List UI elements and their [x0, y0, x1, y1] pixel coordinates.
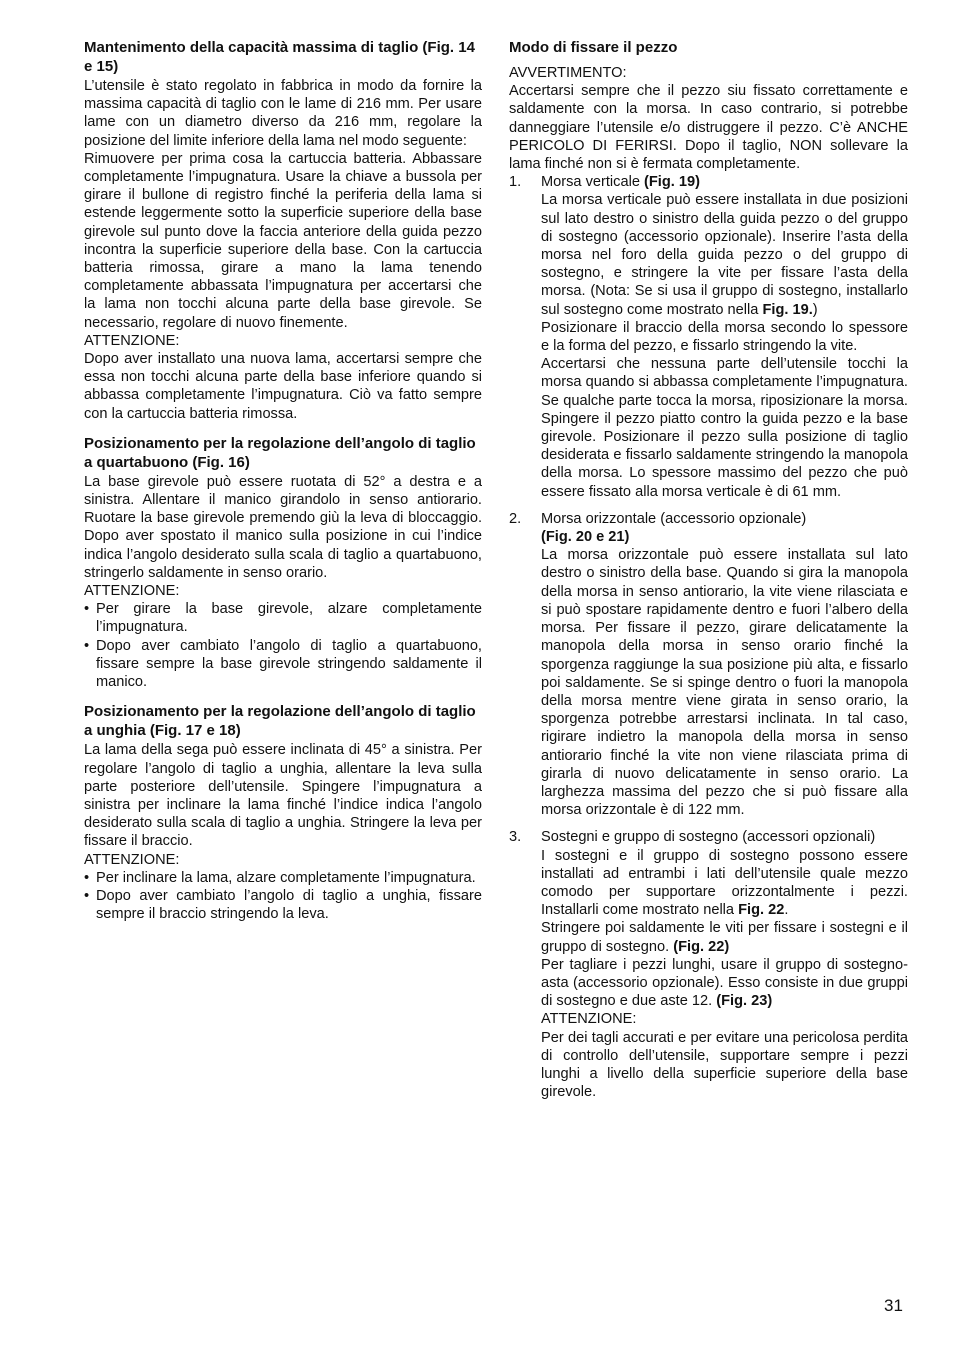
- paragraph: Rimuovere per prima cosa la cartuccia batteria. Abbassare completamente l’impugnatura. Usare la chiave a bussola per girare il bullone di registro finché la periferia della lama si estende leggermente sotto la superficie superiore della base girevole sul punto dove la faccia anteriore della guida pezzo incontra la superficie superiore della base. Con la cartuccia batteria rimossa, girare a mano la lama tenendo completamente abbassata l’impugnatura per accertarsi che la lama non tocchi alcuna parte della base girevole. Se necessario, regolare di nuovo finemente.: [84, 150, 482, 331]
- item-title: Morsa verticale (Fig. 19): [541, 174, 700, 191]
- paragraph: Accertarsi che nessuna parte dell’utensile tocchi la morsa quando si abbassa completamente l’impugnatura. Se qualche parte tocca la morsa, riposizionare la morsa. Spingere il pezzo piatto contro la guida pezzo e la base girevole. Posizionare il pezzo sulla posizione di taglio desiderata e fissarlo saldamente stringendo la manopola della morsa. Lo spessore massimo del pezzo che può essere fissato alla morsa verticale è di 61 mm.: [541, 356, 908, 500]
- list-item: • Per inclinare la lama, alzare completamente l’impugnatura.: [84, 869, 482, 887]
- item-number: 2.: [509, 510, 522, 527]
- list-item: • Per girare la base girevole, alzare completamente l’impugnatura.: [84, 600, 482, 636]
- figure-ref: Fig. 22: [738, 902, 785, 919]
- figure-ref: (Fig. 19): [644, 174, 700, 191]
- numbered-list: [509, 173, 908, 1101]
- paragraph: La lama della sega può essere inclinata di 45° a sinistra. Per regolare l’angolo di taglio a unghia, allentare la leva sulla parte posteriore dell’utensile. Spingere l’impugnatura a sinistra per inclinare la lama finché l’indice indica l’angolo desiderato sulla scala di taglio a unghia. Stringere la leva per fissare il braccio.: [84, 742, 482, 850]
- section-heading: Posizionamento per la regolazione dell’angolo di taglio a quartabuono (Fig. 16): [84, 434, 476, 471]
- caution-text: Per dei tagli accurati e per evitare una pericolosa perdita di controllo dell’utensile, supportare sempre i pezzi lunghi a livello della superficie superiore della base girevole.: [541, 1029, 908, 1101]
- caution-list: [84, 869, 482, 924]
- section-bevel-angle: [84, 702, 482, 923]
- paragraph: L’utensile è stato regolato in fabbrica in modo da fornire la massima capacità di taglio con le lame di 216 mm. Per usare lame con un diametro diverso da 216 mm, regolare la posizione del limite inferiore della lama nel modo seguente:: [84, 78, 482, 149]
- item-number: 3.: [509, 829, 522, 846]
- paragraph: La morsa verticale può essere installata in due posizioni sul lato destro o sinistro della guida pezzo o del gruppo di sostegno (accessorio opzionale). Inserire l’asta della morsa nel foro della guida pezzo o del gruppo di sostegno, e stringere la vite per fissare l’asta della morsa. (Nota: Se si usa il gruppo di sostegno, installarlo sul sostegno come mostrato nella Fig. 19.): [541, 192, 908, 318]
- page-number: 31: [884, 1296, 903, 1315]
- figure-ref: (Fig. 20 e 21): [541, 529, 630, 546]
- paragraph: La morsa orizzontale può essere installata sul lato destro o sinistro della base. Quando si gira la manopola della morsa in senso antiorario, la vite viene rilasciata e si può spostare rapidamente dentro e fuori l’albero della morsa. Per fissare il pezzo, girare delicatamente la manopola della morsa in senso orario finché la sporgenza raggiunge la sua posizione più alta, e fissarlo poi saldamente. Se si spinge dentro o fuori la manopola della morsa mentre viene girata in senso orario, la sporgenza potrebbe arrestarsi inclinata. In tal caso, rigirare indietro la manopola della morsa in senso antiorario finché la vite non viene rilasciata prima di girarla di nuovo delicatamente in senso orario. La larghezza massima del pezzo che si può fissare alla morsa orizzontale è di 122 mm.: [541, 547, 908, 819]
- section-heading: Posizionamento per la regolazione dell’angolo di taglio a unghia (Fig. 17 e 18): [84, 703, 476, 740]
- paragraph: Stringere poi saldamente le viti per fissare i sostegni e il gruppo di sostegno. (Fig. 22): [541, 920, 908, 955]
- section-max-cutting-capacity: [84, 38, 482, 423]
- list-item-holders: [509, 828, 908, 1101]
- caution-label: ATTENZIONE:: [541, 1011, 637, 1028]
- section-heading: Mantenimento della capacità massima di taglio (Fig. 14 e 15): [84, 39, 475, 75]
- figure-ref: (Fig. 22): [673, 938, 730, 955]
- right-column: [509, 38, 908, 1101]
- section-heading: Modo di fissare il pezzo: [509, 39, 678, 56]
- section-miter-angle: [84, 434, 482, 691]
- caution-label: ATTENZIONE:: [84, 851, 180, 868]
- list-item: • Dopo aver cambiato l’angolo di taglio a quartabuono, fissare sempre la base girevole stringendo saldamente il manico.: [84, 637, 482, 692]
- warning-label: AVVERTIMENTO:: [509, 65, 627, 81]
- warning-text: Accertarsi sempre che il pezzo siu fissato correttamente e saldamente con la morsa. In caso contrario, si potrebbe danneggiare l’utensile e/o distruggere il pezzo. C’è ANCHE PERICOLO DI FERIRSI. Dopo il taglio, NON sollevare la lama finché non si è fermata completamente.: [509, 83, 908, 173]
- paragraph: Posizionare il braccio della morsa secondo lo spessore e la forma del pezzo, e fissarlo stringendo la vite.: [541, 319, 908, 355]
- figure-ref: (Fig. 23): [716, 993, 773, 1010]
- list-item: • Dopo aver cambiato l’angolo di taglio a unghia, fissare sempre il braccio stringendo la leva.: [84, 887, 482, 923]
- paragraph: Per tagliare i pezzi lunghi, usare il gruppo di sostegno-asta (accessorio opzionale). Esso consiste in due gruppi di sostegno e due aste 12. (Fig. 23): [541, 956, 908, 1010]
- item-number: 1.: [509, 174, 522, 191]
- caution-label: ATTENZIONE:: [84, 583, 180, 600]
- caution-label: ATTENZIONE:: [84, 332, 180, 349]
- list-item-horizontal-vise: [509, 510, 908, 819]
- item-title: Sostegni e gruppo di sostegno (accessori opzionali): [541, 829, 876, 846]
- list-item-vertical-vise: [509, 173, 908, 501]
- paragraph: La base girevole può essere ruotata di 52° a destra e a sinistra. Allentare il manico girandolo in senso antiorario. Ruotare la base girevole premendo giù la leva di bloccaggio. Dopo aver spostato il manico sulla posizione in cui l’indice indica l’angolo desiderato sulla scala di taglio a quartabuono, stringerlo saldamente in senso orario.: [84, 473, 482, 581]
- caution-text: Dopo aver installato una nuova lama, accertarsi sempre che essa non tocchi alcuna parte della base inferiore quando si abbassa completamente l’impugnatura. Ciò va fatto sempre con la cartuccia batteria rimossa.: [84, 351, 482, 422]
- caution-list: [84, 600, 482, 691]
- item-title: Morsa orizzontale (accessorio opzionale): [541, 510, 807, 527]
- figure-ref: Fig. 19.: [762, 301, 813, 318]
- left-column: [84, 38, 482, 923]
- paragraph: I sostegni e il gruppo di sostegno possono essere installati ad entrambi i lati dell’utensile quale mezzo comodo per supportare orizzontalmente i pezzi. Installarli come mostrato nella Fig. 22.: [541, 847, 908, 919]
